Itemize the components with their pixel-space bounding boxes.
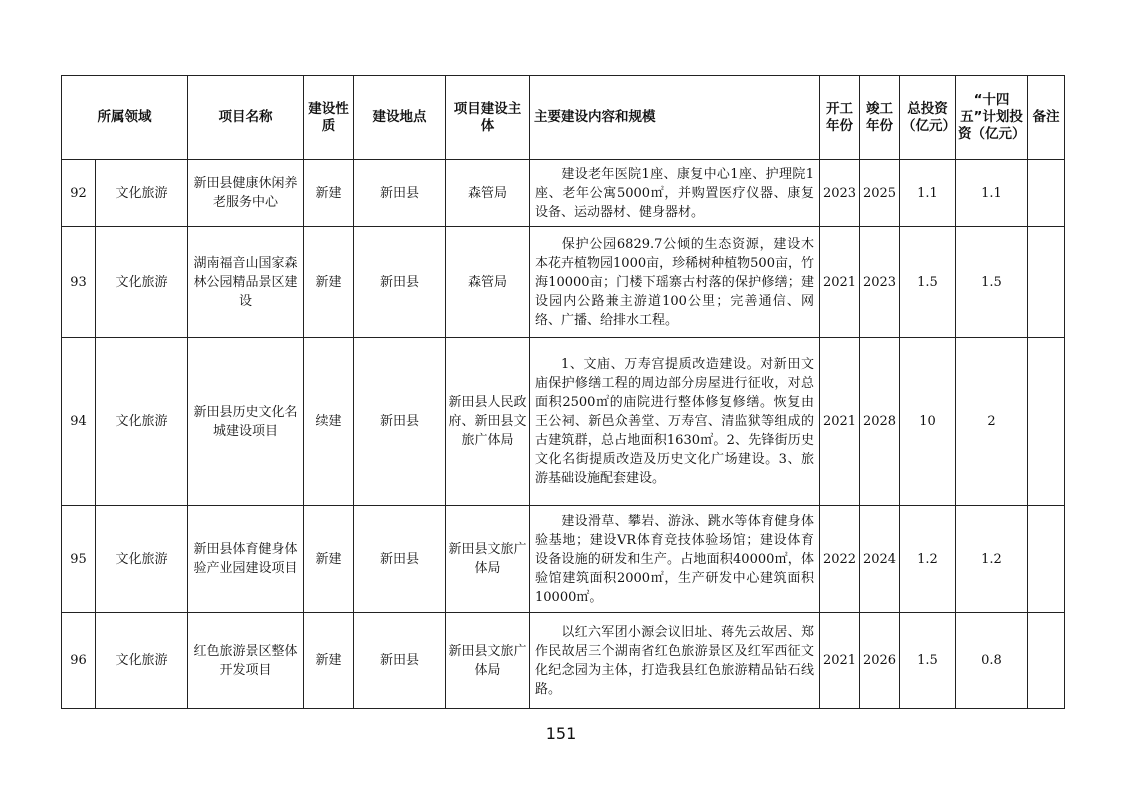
cell-end: 2028 <box>860 338 900 506</box>
content-text: 以红六军团小源会议旧址、蒋先云故居、郑作民故居三个湖南省红色旅游景区及红军西征文化纪念园为主体，打造我县红色旅游精品钻石线路。 <box>535 624 814 697</box>
cell-start: 2023 <box>820 160 860 227</box>
cell-nature: 续建 <box>304 338 354 506</box>
header-plan-investment: “十四五”计划投资（亿元） <box>956 76 1028 160</box>
cell-total: 1.5 <box>900 227 956 338</box>
table-row <box>62 160 1065 227</box>
cell-location: 新田县 <box>354 160 446 227</box>
header-start-year: 开工年份 <box>820 76 860 160</box>
cell-owner: 新田县文旅广体局 <box>446 613 530 709</box>
cell-plan: 1.5 <box>956 227 1028 338</box>
content-text: 建设老年医院1座、康复中心1座、护理院1座、老年公寓5000㎡，并购置医疗仪器、康复设备、运动器材、健身器材。 <box>535 166 814 220</box>
cell-total: 1.1 <box>900 160 956 227</box>
cell-no: 94 <box>62 338 96 506</box>
cell-remark <box>1028 338 1065 506</box>
header-location: 建设地点 <box>354 76 446 160</box>
content-text: 1、文庙、万寿宫提质改造建设。对新田文庙保护修缮工程的周边部分房屋进行征收，对总面积2500㎡的庙院进行整体修复修缮。恢复由王公祠、新邑众善堂、万寿宫、清监狱等组成的古建筑群，总占地面积1630㎡。2、先锋街历史文化名街提质改造及历史文化广场建设。3、旅游基础设施配套建设。 <box>535 357 814 486</box>
cell-total: 1.5 <box>900 613 956 709</box>
cell-start: 2021 <box>820 338 860 506</box>
cell-content <box>530 227 820 338</box>
cell-remark <box>1028 506 1065 613</box>
cell-domain: 文化旅游 <box>96 338 188 506</box>
cell-location: 新田县 <box>354 506 446 613</box>
content-text: 建设滑草、攀岩、游泳、跳水等体育健身体验基地；建设VR体育竞技体验场馆；建设体育设备设施的研发和生产。占地面积40000㎡，体验馆建筑面积2000㎡，生产研发中心建筑面积10000㎡。 <box>535 513 814 605</box>
cell-domain: 文化旅游 <box>96 160 188 227</box>
table-row <box>62 227 1065 338</box>
cell-content <box>530 160 820 227</box>
cell-location: 新田县 <box>354 613 446 709</box>
cell-nature: 新建 <box>304 506 354 613</box>
cell-no: 93 <box>62 227 96 338</box>
table-row <box>62 506 1065 613</box>
cell-owner: 森管局 <box>446 160 530 227</box>
header-total-investment: 总投资（亿元） <box>900 76 956 160</box>
cell-no: 92 <box>62 160 96 227</box>
cell-plan: 1.1 <box>956 160 1028 227</box>
cell-start: 2021 <box>820 227 860 338</box>
cell-start: 2022 <box>820 506 860 613</box>
cell-total: 10 <box>900 338 956 506</box>
cell-domain: 文化旅游 <box>96 227 188 338</box>
cell-location: 新田县 <box>354 227 446 338</box>
cell-owner: 森管局 <box>446 227 530 338</box>
cell-nature: 新建 <box>304 227 354 338</box>
table-row <box>62 338 1065 506</box>
header-owner: 项目建设主体 <box>446 76 530 160</box>
cell-domain: 文化旅游 <box>96 506 188 613</box>
header-row <box>62 76 1065 160</box>
cell-remark <box>1028 160 1065 227</box>
cell-owner: 新田县文旅广体局 <box>446 506 530 613</box>
cell-name: 新田县历史文化名城建设项目 <box>188 338 304 506</box>
cell-end: 2026 <box>860 613 900 709</box>
cell-total: 1.2 <box>900 506 956 613</box>
cell-content <box>530 506 820 613</box>
cell-remark <box>1028 227 1065 338</box>
cell-end: 2023 <box>860 227 900 338</box>
cell-owner: 新田县人民政府、新田县文旅广体局 <box>446 338 530 506</box>
cell-end: 2024 <box>860 506 900 613</box>
header-name: 项目名称 <box>188 76 304 160</box>
header-remark: 备注 <box>1028 76 1065 160</box>
table-row <box>62 613 1065 709</box>
cell-end: 2025 <box>860 160 900 227</box>
cell-name: 新田县健康休闲养老服务中心 <box>188 160 304 227</box>
header-end-year: 竣工年份 <box>860 76 900 160</box>
cell-content <box>530 613 820 709</box>
content-text: 保护公园6829.7公倾的生态资源，建设木本花卉植物园1000亩，珍稀树种植物500亩，竹海10000亩；门楼下瑶寨古村落的保护修缮；建设园内公路兼主游道100公里；完善通信、网络、广播、给排水工程。 <box>535 236 814 328</box>
header-domain: 所属领域 <box>62 76 188 160</box>
cell-plan: 0.8 <box>956 613 1028 709</box>
cell-start: 2021 <box>820 613 860 709</box>
header-nature: 建设性质 <box>304 76 354 160</box>
cell-domain: 文化旅游 <box>96 613 188 709</box>
cell-no: 96 <box>62 613 96 709</box>
cell-no: 95 <box>62 506 96 613</box>
cell-plan: 1.2 <box>956 506 1028 613</box>
project-table <box>61 75 1065 709</box>
cell-plan: 2 <box>956 338 1028 506</box>
page-number: 151 <box>545 724 577 743</box>
header-content: 主要建设内容和规模 <box>530 76 820 160</box>
cell-name: 红色旅游景区整体开发项目 <box>188 613 304 709</box>
cell-name: 湖南福音山国家森林公园精品景区建设 <box>188 227 304 338</box>
cell-content <box>530 338 820 506</box>
cell-location: 新田县 <box>354 338 446 506</box>
cell-nature: 新建 <box>304 613 354 709</box>
cell-name: 新田县体育健身体验产业园建设项目 <box>188 506 304 613</box>
cell-remark <box>1028 613 1065 709</box>
cell-nature: 新建 <box>304 160 354 227</box>
